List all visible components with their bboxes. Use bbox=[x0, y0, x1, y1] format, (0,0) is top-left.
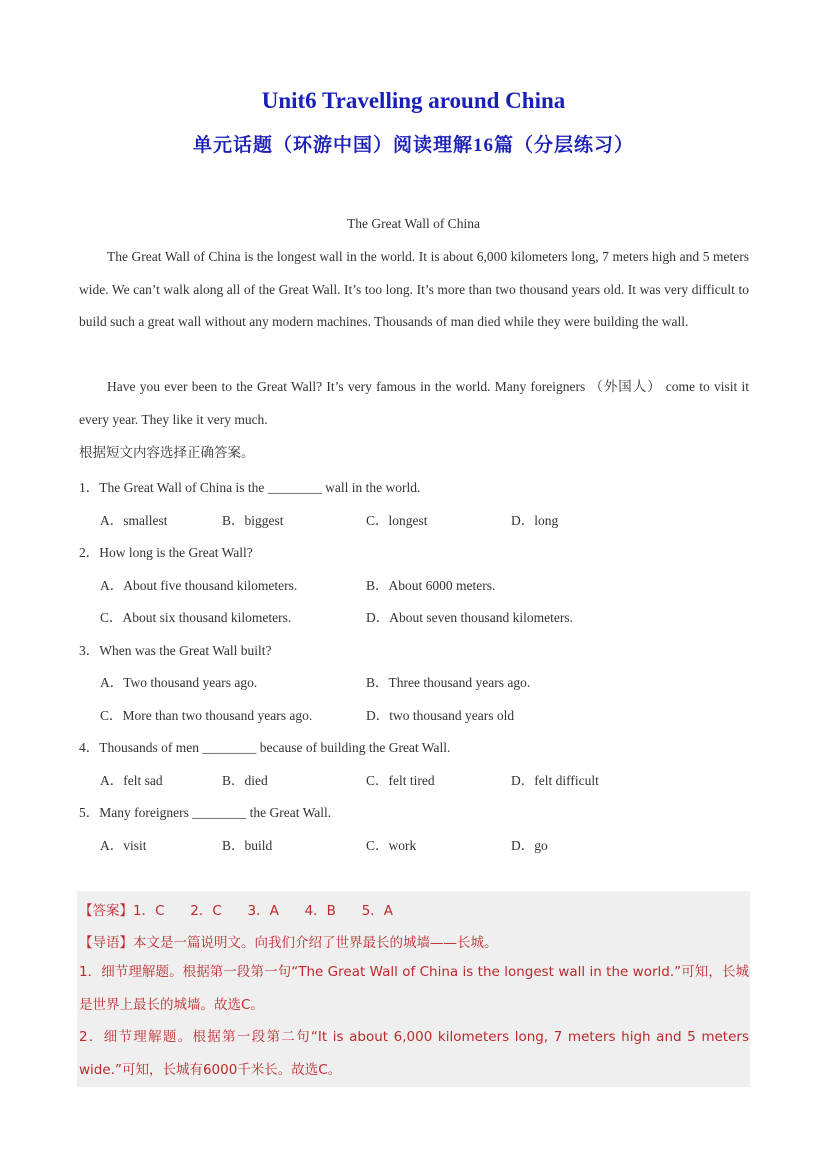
q5-option-b: B．build bbox=[222, 838, 273, 853]
q4-option-a: A．felt sad bbox=[100, 773, 163, 788]
passage-paragraph-2: Have you ever been to the Great Wall? It’s very famous in the world. Many foreigners （外国人） come to visit it every year. They like it very much. bbox=[79, 379, 749, 427]
q3-option-b: B．Three thousand years ago. bbox=[366, 675, 531, 690]
answer-keys: 【答案】1．C 2．C 3．A 4．B 5．A bbox=[79, 903, 394, 919]
q4-option-b: B．died bbox=[222, 773, 268, 788]
answer-guide: 【导语】本文是一篇说明文。向我们介绍了世界最长的城墙——长城。 bbox=[79, 935, 498, 951]
q4-option-d: D．felt difficult bbox=[511, 773, 599, 788]
q2-option-a: A．About five thousand kilometers. bbox=[100, 578, 298, 593]
q1-option-d: D．long bbox=[511, 513, 559, 528]
q1-option-a: A．smallest bbox=[100, 513, 168, 528]
answer-explanation-2: 2．细节理解题。根据第一段第二句“It is about 6,000 kilometers long, 7 meters high and 5 meters wide.”可知，长城有6000千米长。故选C。 bbox=[79, 1029, 749, 1078]
question-4: 4．Thousands of men ________ because of building the Great Wall. bbox=[79, 740, 451, 755]
instruction: 根据短文内容选择正确答案。 bbox=[79, 445, 255, 461]
q3-option-d: D．two thousand years old bbox=[366, 708, 515, 723]
q5-option-c: C．work bbox=[366, 838, 417, 853]
q5-option-a: A．visit bbox=[100, 838, 147, 853]
passage-paragraph-1: The Great Wall of China is the longest wall in the world. It is about 6,000 kilometers long, 7 meters high and 5 meters wide. We can’t walk along all of the Great Wall. It’s too long. It’s more than two thousand years old. It was very difficult to build such a great wall without any modern machines. Thousands of man died while they were building the wall. bbox=[79, 249, 749, 329]
q3-option-a: A．Two thousand years ago. bbox=[100, 675, 258, 690]
question-5: 5．Many foreigners ________ the Great Wall. bbox=[79, 805, 332, 820]
q4-option-c: C．felt tired bbox=[366, 773, 435, 788]
q1-option-c: C．longest bbox=[366, 513, 428, 528]
page-subtitle: 单元话题（环游中国）阅读理解16篇（分层练习） bbox=[192, 135, 634, 156]
q2-option-c: C．About six thousand kilometers. bbox=[100, 610, 292, 625]
answer-explanation-1: 1．细节理解题。根据第一段第一句“The Great Wall of China is the longest wall in the world.”可知，长城是世界上最长的城墙。故选C。 bbox=[79, 964, 749, 1013]
q3-option-c: C．More than two thousand years ago. bbox=[100, 708, 313, 723]
question-1: 1．The Great Wall of China is the ________ wall in the world. bbox=[79, 480, 421, 495]
question-3: 3．When was the Great Wall built? bbox=[79, 643, 272, 658]
q1-option-b: B．biggest bbox=[222, 513, 284, 528]
q5-option-d: D．go bbox=[511, 838, 548, 853]
question-2: 2．How long is the Great Wall? bbox=[79, 545, 253, 560]
page-title: Unit6 Travelling around China bbox=[261, 88, 566, 113]
q2-option-b: B．About 6000 meters. bbox=[366, 578, 496, 593]
q2-option-d: D．About seven thousand kilometers. bbox=[366, 610, 573, 625]
passage-title: The Great Wall of China bbox=[347, 216, 480, 231]
